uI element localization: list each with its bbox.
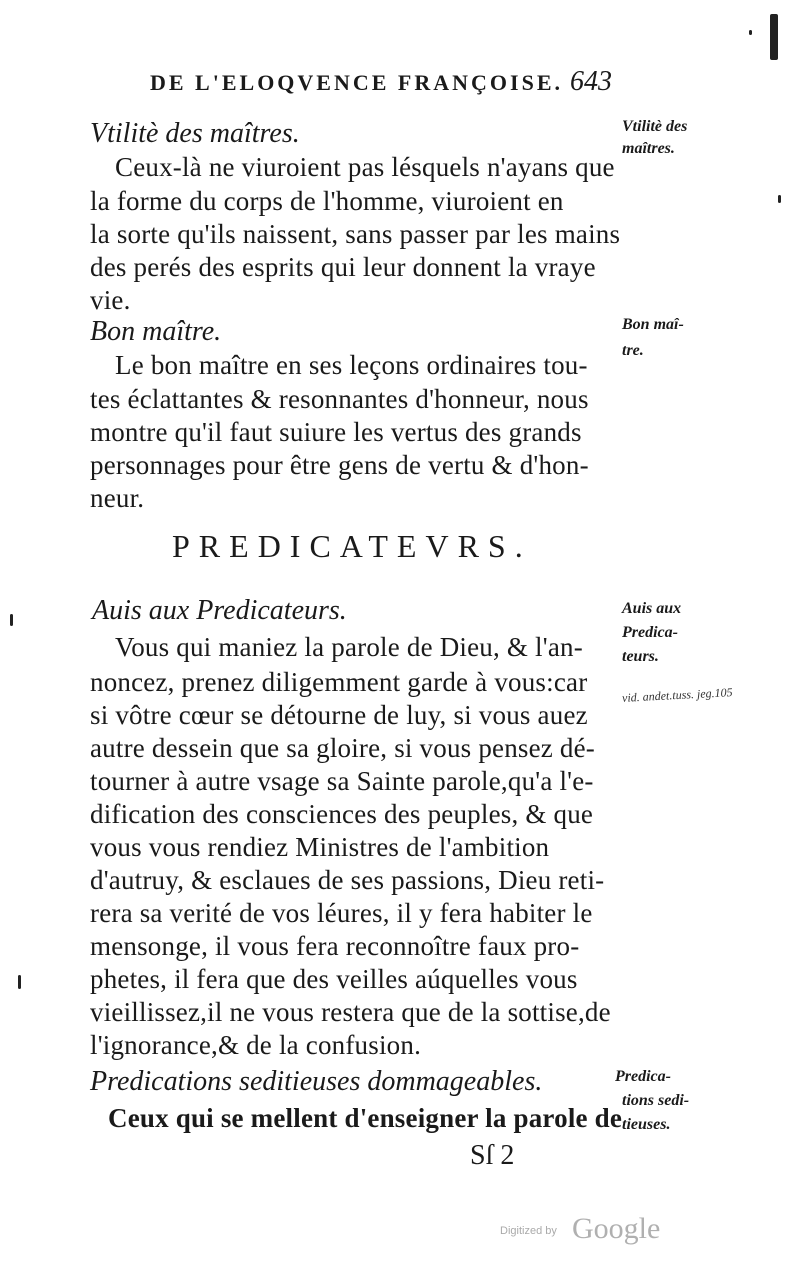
text-line: l'ignorance,& de la confusion. [90,1030,422,1060]
text-line: tourner à autre vsage sa Sainte parole,qu'a l'e- [90,766,594,796]
text-line: mensonge, il vous fera reconnoître faux pro- [90,931,580,961]
heading-predications: Predications seditieuses dommageables. [90,1066,543,1097]
text-line: personnages pour être gens de vertu & d'hon- [90,450,589,480]
margin-note: tions sedi- [622,1092,690,1109]
text-line: neur. [90,483,145,513]
page-number: 643 [570,66,612,97]
text-line: si vôtre cœur se détourne de luy, si vous auez [90,700,588,730]
margin-note: maîtres. [622,140,675,157]
edge-speck [778,195,781,203]
edge-speck [18,975,21,989]
text-line: la sorte qu'ils naissent, sans passer par les mains [90,219,621,249]
text-line: vous vous rendiez Ministres de l'ambition [90,832,550,862]
heading-auis: Auis aux Predicateurs. [92,595,347,626]
text-line: la forme du corps de l'homme, viuroient en [90,186,564,216]
heading-bon-maitre: Bon maître. [90,316,222,347]
text-line: noncez, prenez diligemment garde à vous:car [90,667,588,697]
heading-vtilite: Vtilitè des maîtres. [90,118,300,149]
margin-note: tre. [622,342,644,359]
text-line: Ceux qui se mellent d'enseigner la parole de [108,1103,623,1133]
margin-note: Vtilitè des [622,118,688,135]
text-line: Vous qui maniez la parole de Dieu, & l'an- [115,632,583,662]
section-title: PREDICATEVRS. [172,528,532,564]
text-line: autre dessein que sa gloire, si vous pensez dé- [90,733,595,763]
signature-mark: Sſ 2 [470,1140,515,1171]
text-line: d'autruy, & esclaues de ses passions, Dieu reti- [90,865,605,895]
text-line: phetes, il fera que des veilles aúquelles vous [90,964,578,994]
edge-speck [10,614,13,626]
margin-note: tieuses. [622,1116,671,1133]
edge-mark [770,14,778,60]
text-line: vie. [90,285,131,315]
margin-note: Predica- [615,1068,671,1085]
margin-note: Bon maî- [622,316,684,333]
text-line: Le bon maître en ses leçons ordinaires tou- [115,350,588,380]
running-header: DE L'ELOQVENCE FRANÇOISE. [150,70,564,95]
digitized-by-label: Digitized by [500,1225,557,1237]
text-line: des perés des esprits qui leur donnent la vraye [90,252,596,282]
text-line: tes éclattantes & resonnantes d'honneur, nous [90,384,589,414]
text-line: dification des consciences des peuples, & que [90,799,594,829]
margin-note: Auis aux [622,600,682,617]
edge-speck [749,30,752,35]
handwritten-annotation: vid. andet.tuss. jeg.105 [621,685,733,705]
text-line: rera sa verité de vos léures, il y fera habiter le [90,898,593,928]
google-watermark: Google [572,1212,661,1245]
margin-note: teurs. [622,648,659,665]
text-line: vieillissez,il ne vous restera que de la sottise,de [90,997,611,1027]
text-line: montre qu'il faut suiure les vertus des grands [90,417,582,447]
text-line: Ceux-là ne viuroient pas lésquels n'ayans que [115,152,615,182]
margin-note: Predica- [622,624,678,641]
